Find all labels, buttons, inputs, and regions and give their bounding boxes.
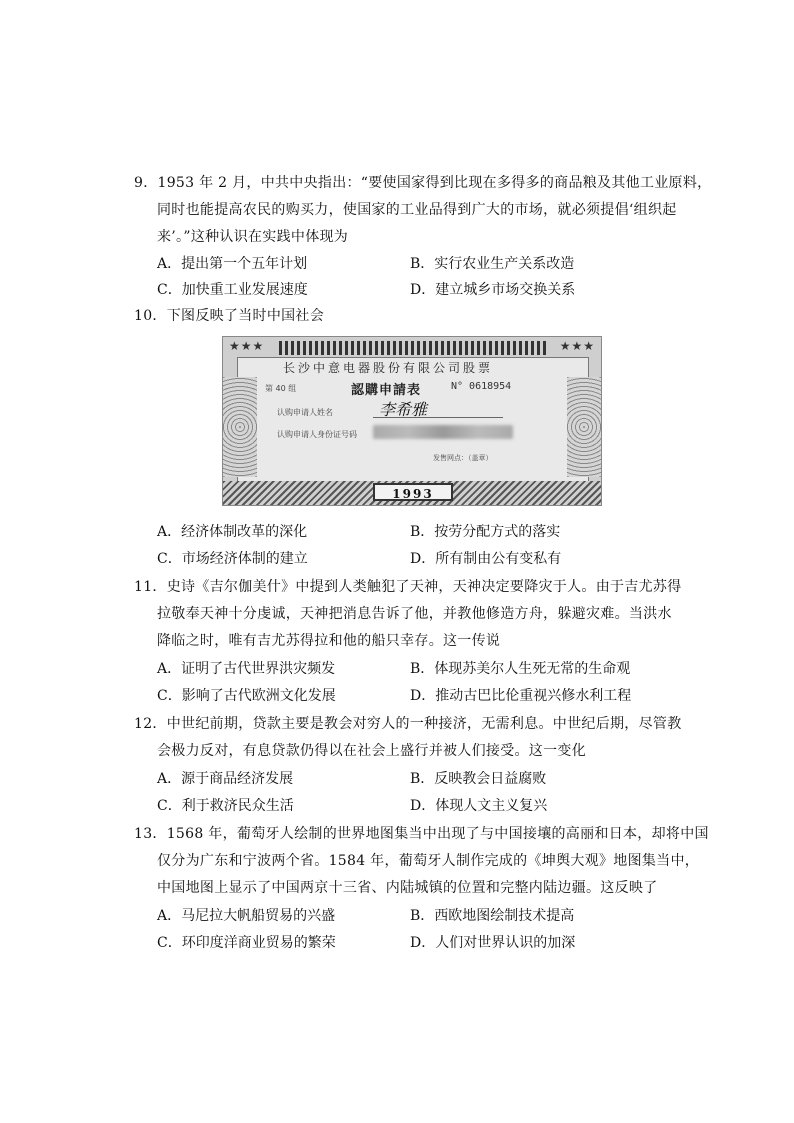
certificate-form-title: 認購申請表 <box>351 383 422 398</box>
question-11-line-3: 降临之时，唯有吉尤苏得拉和他的船只幸存。这一传说 <box>157 633 501 649</box>
question-12-line-1: 12．中世纪前期，贷款主要是教会对穷人的一种接济，无需利息。中世纪后期，尽管教 <box>134 716 682 732</box>
certificate-serial: N° 0618954 <box>451 381 512 392</box>
question-10-option-d: D．所有制由公有变私有 <box>410 551 562 567</box>
question-11-option-d: D．推动古巴比伦重视兴修水利工程 <box>410 688 632 704</box>
question-10-option-a: A．经济体制改革的深化 <box>157 524 308 540</box>
certificate-issue-point: 发售网点：（盖章） <box>433 454 493 462</box>
certificate-year: 1993 <box>373 483 453 501</box>
question-10-option-c: C．市场经济体制的建立 <box>157 551 308 567</box>
question-9-option-a: A．提出第一个五年计划 <box>157 256 308 272</box>
question-13-line-1: 13．1568 年，葡萄牙人绘制的世界地图集当中出现了与中国接壤的高丽和日本，却将中国 <box>134 826 709 842</box>
question-11-option-a: A．证明了古代世界洪灾频发 <box>157 661 336 677</box>
certificate-rosette-left <box>223 377 257 477</box>
stars-left: ★★★ <box>229 339 265 353</box>
certificate-top-band <box>279 341 549 355</box>
certificate-group-no: 第 40 组 <box>265 384 297 393</box>
question-13-option-d: D．人们对世界认识的加深 <box>410 935 576 951</box>
certificate-title: 长沙中意电器股份有限公司股票 <box>283 361 494 375</box>
question-11-line-2: 拉敬奉天神十分虔诚，天神把消息告诉了他，并教他修造方舟，躲避灾难。当洪水 <box>157 606 672 622</box>
question-9-line-1: 9．1953 年 2 月，中共中央指出：“要使国家得到比现在多得多的商品粮及其他工业原料， <box>134 175 712 191</box>
question-13-line-3: 中国地图上显示了中国两京十三省、内陆城镇的位置和完整内陆边疆。这反映了 <box>157 880 658 896</box>
question-11-line-1: 11．史诗《吉尔伽美什》中提到人类触犯了天神，天神决定要降灾于人。由于吉尤苏得 <box>134 579 682 595</box>
certificate-signature: 李希雅 <box>379 400 428 419</box>
question-13-option-c: C．环印度洋商业贸易的繁荣 <box>157 935 336 951</box>
certificate-name-label: 认购申请人姓名 <box>277 408 333 417</box>
question-13-option-b: B．西欧地图绘制技术提高 <box>410 908 575 924</box>
question-9-option-d: D．建立城乡市场交换关系 <box>410 282 576 298</box>
question-12-line-2: 会极力反对，有息贷款仍得以在社会上盛行并被人们接受。这一变化 <box>157 743 586 759</box>
question-9-option-c: C．加快重工业发展速度 <box>157 282 308 298</box>
certificate-rosette-right <box>567 377 601 477</box>
stars-right: ★★★ <box>559 339 595 353</box>
question-12-option-c: C．利于救济民众生活 <box>157 798 294 814</box>
question-13-line-2: 仅分为广东和宁波两个省。1584 年，葡萄牙人制作完成的《坤舆大观》地图集当中， <box>157 853 700 869</box>
question-13-option-a: A．马尼拉大帆船贸易的兴盛 <box>157 908 336 924</box>
question-11-option-b: B．体现苏美尔人生死无常的生命观 <box>410 661 631 677</box>
certificate-id-label: 认购申请人身份证号码 <box>277 430 357 439</box>
question-12-option-a: A．源于商品经济发展 <box>157 771 294 787</box>
question-12-option-d: D．体现人文主义复兴 <box>410 798 548 814</box>
question-10-option-b: B．按劳分配方式的落实 <box>410 524 561 540</box>
question-9-line-3: 来’。”这种认识在实践中体现为 <box>157 229 349 245</box>
question-9-option-b: B．实行农业生产关系改造 <box>410 256 575 272</box>
certificate-id-redacted <box>373 425 513 439</box>
question-11-option-c: C．影响了古代欧洲文化发展 <box>157 688 336 704</box>
stock-certificate-image <box>222 336 602 506</box>
question-10-stem: 10．下图反映了当时中国社会 <box>134 308 325 324</box>
question-12-option-b: B．反映教会日益腐败 <box>410 771 547 787</box>
question-9-line-2: 同时也能提高农民的购买力，使国家的工业品得到广大的市场，就必须提倡‘组织起 <box>157 202 677 218</box>
